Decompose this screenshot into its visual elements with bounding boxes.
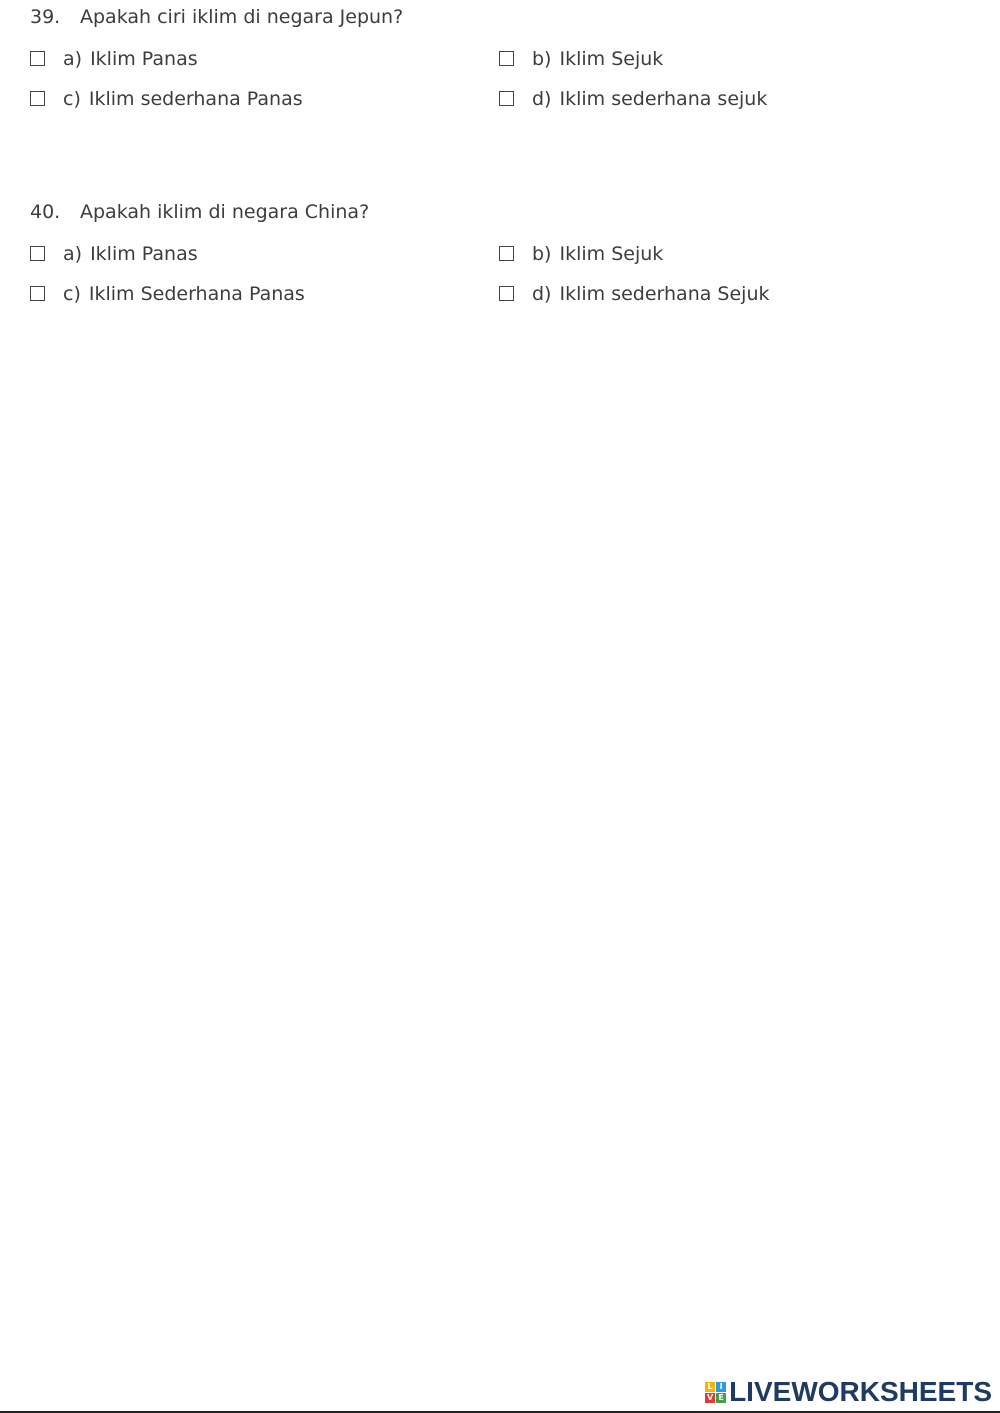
question-number: 39.: [30, 6, 61, 28]
option-text: [532, 242, 663, 266]
option-text: [532, 282, 770, 306]
option-letter: a): [63, 243, 83, 265]
option-checkbox[interactable]: [30, 91, 45, 106]
option-letter: c): [63, 88, 81, 110]
option-checkbox[interactable]: [30, 246, 45, 261]
option-letter: c): [63, 283, 81, 305]
question-number: 40.: [30, 201, 61, 223]
option-label: Iklim sederhana Panas: [88, 88, 303, 110]
option-label: Iklim Sejuk: [559, 48, 664, 70]
option-label: Iklim Sejuk: [559, 243, 664, 265]
question-text: Apakah iklim di negara China?: [80, 201, 370, 223]
option-label: Iklim sederhana sejuk: [559, 88, 768, 110]
question-40: [0, 200, 1000, 310]
option-text: [63, 87, 303, 111]
option-checkbox[interactable]: [499, 91, 514, 106]
option-text: [63, 282, 305, 306]
question-header: [30, 200, 369, 224]
logo-mark-cell: L: [705, 1382, 715, 1392]
option-letter: d): [532, 283, 552, 305]
option-label: Iklim sederhana Sejuk: [559, 283, 770, 305]
option-letter: b): [532, 243, 552, 265]
option-text: [532, 87, 767, 111]
question-39: [0, 5, 1000, 115]
logo-mark-cell: V: [706, 1392, 714, 1402]
option-text: [532, 47, 663, 71]
option-label: Iklim Panas: [90, 243, 198, 265]
logo-mark-cell: E: [716, 1393, 726, 1403]
logo-mark-cell: I: [716, 1382, 726, 1392]
logo-text: LIVEWORKSHEETS: [729, 1376, 992, 1407]
option-label: Iklim Sederhana Panas: [88, 283, 305, 305]
option-checkbox[interactable]: [30, 51, 45, 66]
option-label: Iklim Panas: [90, 48, 198, 70]
option-letter: b): [532, 48, 552, 70]
option-letter: d): [532, 88, 552, 110]
liveworksheets-logo: [705, 1377, 992, 1407]
option-checkbox[interactable]: [499, 286, 514, 301]
option-text: [63, 47, 198, 71]
logo-mark-icon: [705, 1382, 726, 1403]
option-checkbox[interactable]: [499, 51, 514, 66]
question-header: [30, 5, 403, 29]
option-letter: a): [63, 48, 83, 70]
question-text: Apakah ciri iklim di negara Jepun?: [80, 6, 404, 28]
option-text: [63, 242, 198, 266]
option-checkbox[interactable]: [499, 246, 514, 261]
option-checkbox[interactable]: [30, 286, 45, 301]
